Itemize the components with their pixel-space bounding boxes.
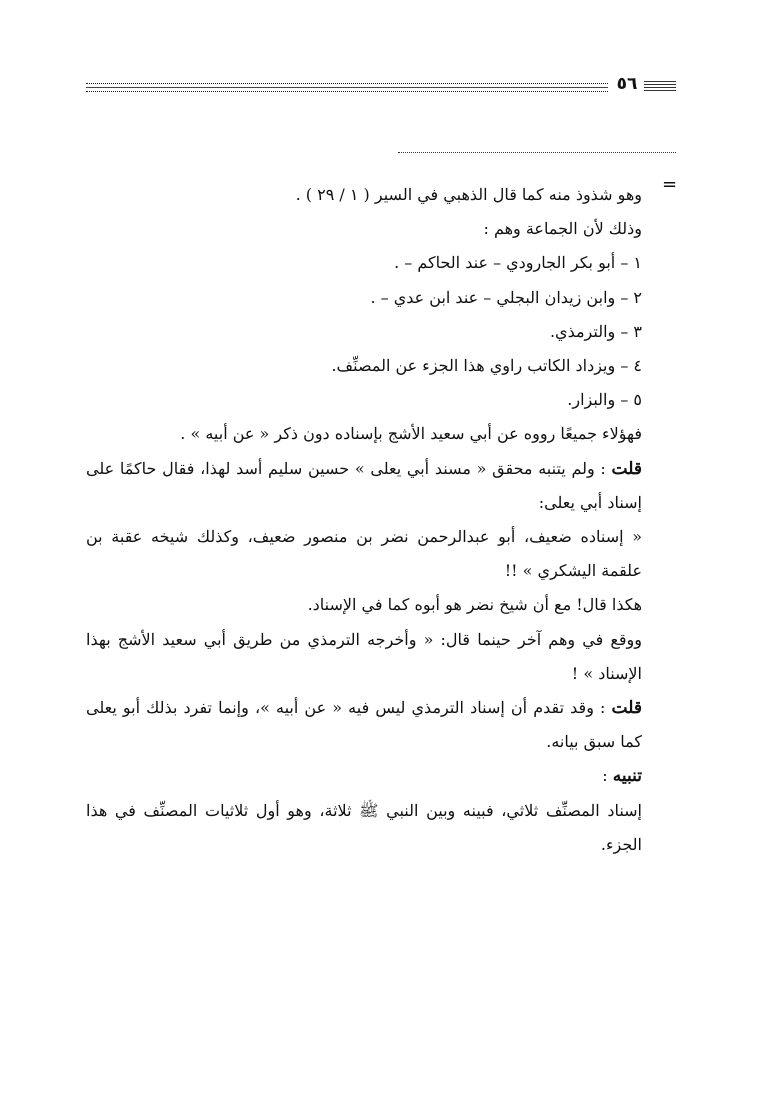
footnote-line-text: ٤ – ويزداد الكاتب راوي هذا الجزء عن المصنِّف.: [331, 356, 642, 376]
footnote-separator: [398, 152, 676, 153]
footnote-line-text: ١ – أبو بكر الجارودي – عند الحاكم – .: [394, 253, 642, 273]
footnote-lead-word: قلت: [611, 698, 642, 719]
footnote-line: [86, 725, 642, 759]
footnote-line: [86, 212, 642, 246]
footnote-lead-word: قلت: [611, 458, 642, 479]
footnote-line-text: وهو شذوذ منه كما قال الذهبي في السير ( ١ / ٢٩ ) .: [295, 185, 642, 204]
footnote-line-text: : ولم يتنبه محقق « مسند أبي يعلى » حسين سليم أسد لهذا، فقال حاكمًا على: [86, 458, 612, 478]
footnote-line: [86, 315, 642, 349]
footnote-line-text: ٥ – والبزار.: [567, 390, 642, 410]
footnote-line-text: ٢ – وابن زيدان البجلي – عند ابن عدي – .: [370, 287, 642, 307]
header-rule: [86, 83, 608, 84]
footnote-line: [86, 794, 642, 828]
footnote-line-text: إسناد أبي يعلى:: [538, 492, 642, 512]
footnote-line: [86, 554, 642, 588]
footnote-line-text: « إسناده ضعيف، أبو عبدالرحمن نضر بن منصور ضعيف، وكذلك شيخه عقبة بن: [86, 527, 642, 547]
page-number-ornament: [644, 81, 676, 82]
footnote-line: [86, 691, 642, 725]
page-number-ornament: [644, 87, 676, 88]
footnote-line-text: ٣ – والترمذي.: [549, 321, 642, 341]
footnote-line: [86, 349, 642, 383]
footnote-line-text: الجزء.: [600, 834, 642, 854]
footnote-line: [86, 759, 642, 793]
page-number-ornament: [644, 90, 676, 91]
footnote-line: [86, 452, 642, 486]
page-number: ٥٦: [616, 74, 638, 94]
footnote-line: [86, 178, 642, 212]
footnote-line: [86, 588, 642, 622]
footnote-line: [86, 828, 642, 862]
footnote-continuation-mark: =: [662, 174, 678, 195]
footnote-line: [86, 383, 642, 417]
footnote-line: [86, 281, 642, 315]
footnote-line: [86, 486, 642, 520]
footnote-line-text: إسناد المصنِّف ثلاثي، فبينه وبين النبي ﷺ ثلاثة، وهو أول ثلاثيات المصنِّف في هذا: [86, 800, 642, 820]
footnote-text: [86, 178, 642, 862]
footnote-line-text: فهؤلاء جميعًا رووه عن أبي سعيد الأشج بإسناده دون ذكر « عن أبيه » .: [180, 424, 642, 444]
footnote-line-text: :: [602, 766, 613, 786]
footnote-line: [86, 657, 642, 691]
page-number-ornament: [644, 84, 676, 85]
footnote-line: [86, 623, 642, 657]
footnote-line: [86, 520, 642, 554]
footnote-line-text: : وقد تقدم أن إسناد الترمذي ليس فيه « عن أبيه »، وإنما تفرد بذلك أبو يعلى: [86, 698, 612, 718]
footnote-line: [86, 246, 642, 280]
header-rule: [86, 87, 608, 88]
footnote-line: [86, 417, 642, 451]
footnote-line-text: وذلك لأن الجماعة وهم :: [483, 219, 642, 239]
header-rule: [86, 91, 608, 92]
footnote-line-text: كما سبق بيانه.: [546, 732, 642, 752]
footnote-line-text: الإسناد » !: [571, 663, 642, 683]
footnote-lead-word: تنبيه: [612, 766, 642, 787]
footnote-line-text: علقمة اليشكري » !!: [504, 561, 642, 581]
footnote-line-text: هكذا قال! مع أن شيخ نضر هو أبوه كما في الإسناد.: [307, 595, 642, 615]
footnote-line-text: ووقع في وهم آخر حينما قال: « وأخرجه الترمذي من طريق أبي سعيد الأشج بهذا: [86, 629, 642, 649]
